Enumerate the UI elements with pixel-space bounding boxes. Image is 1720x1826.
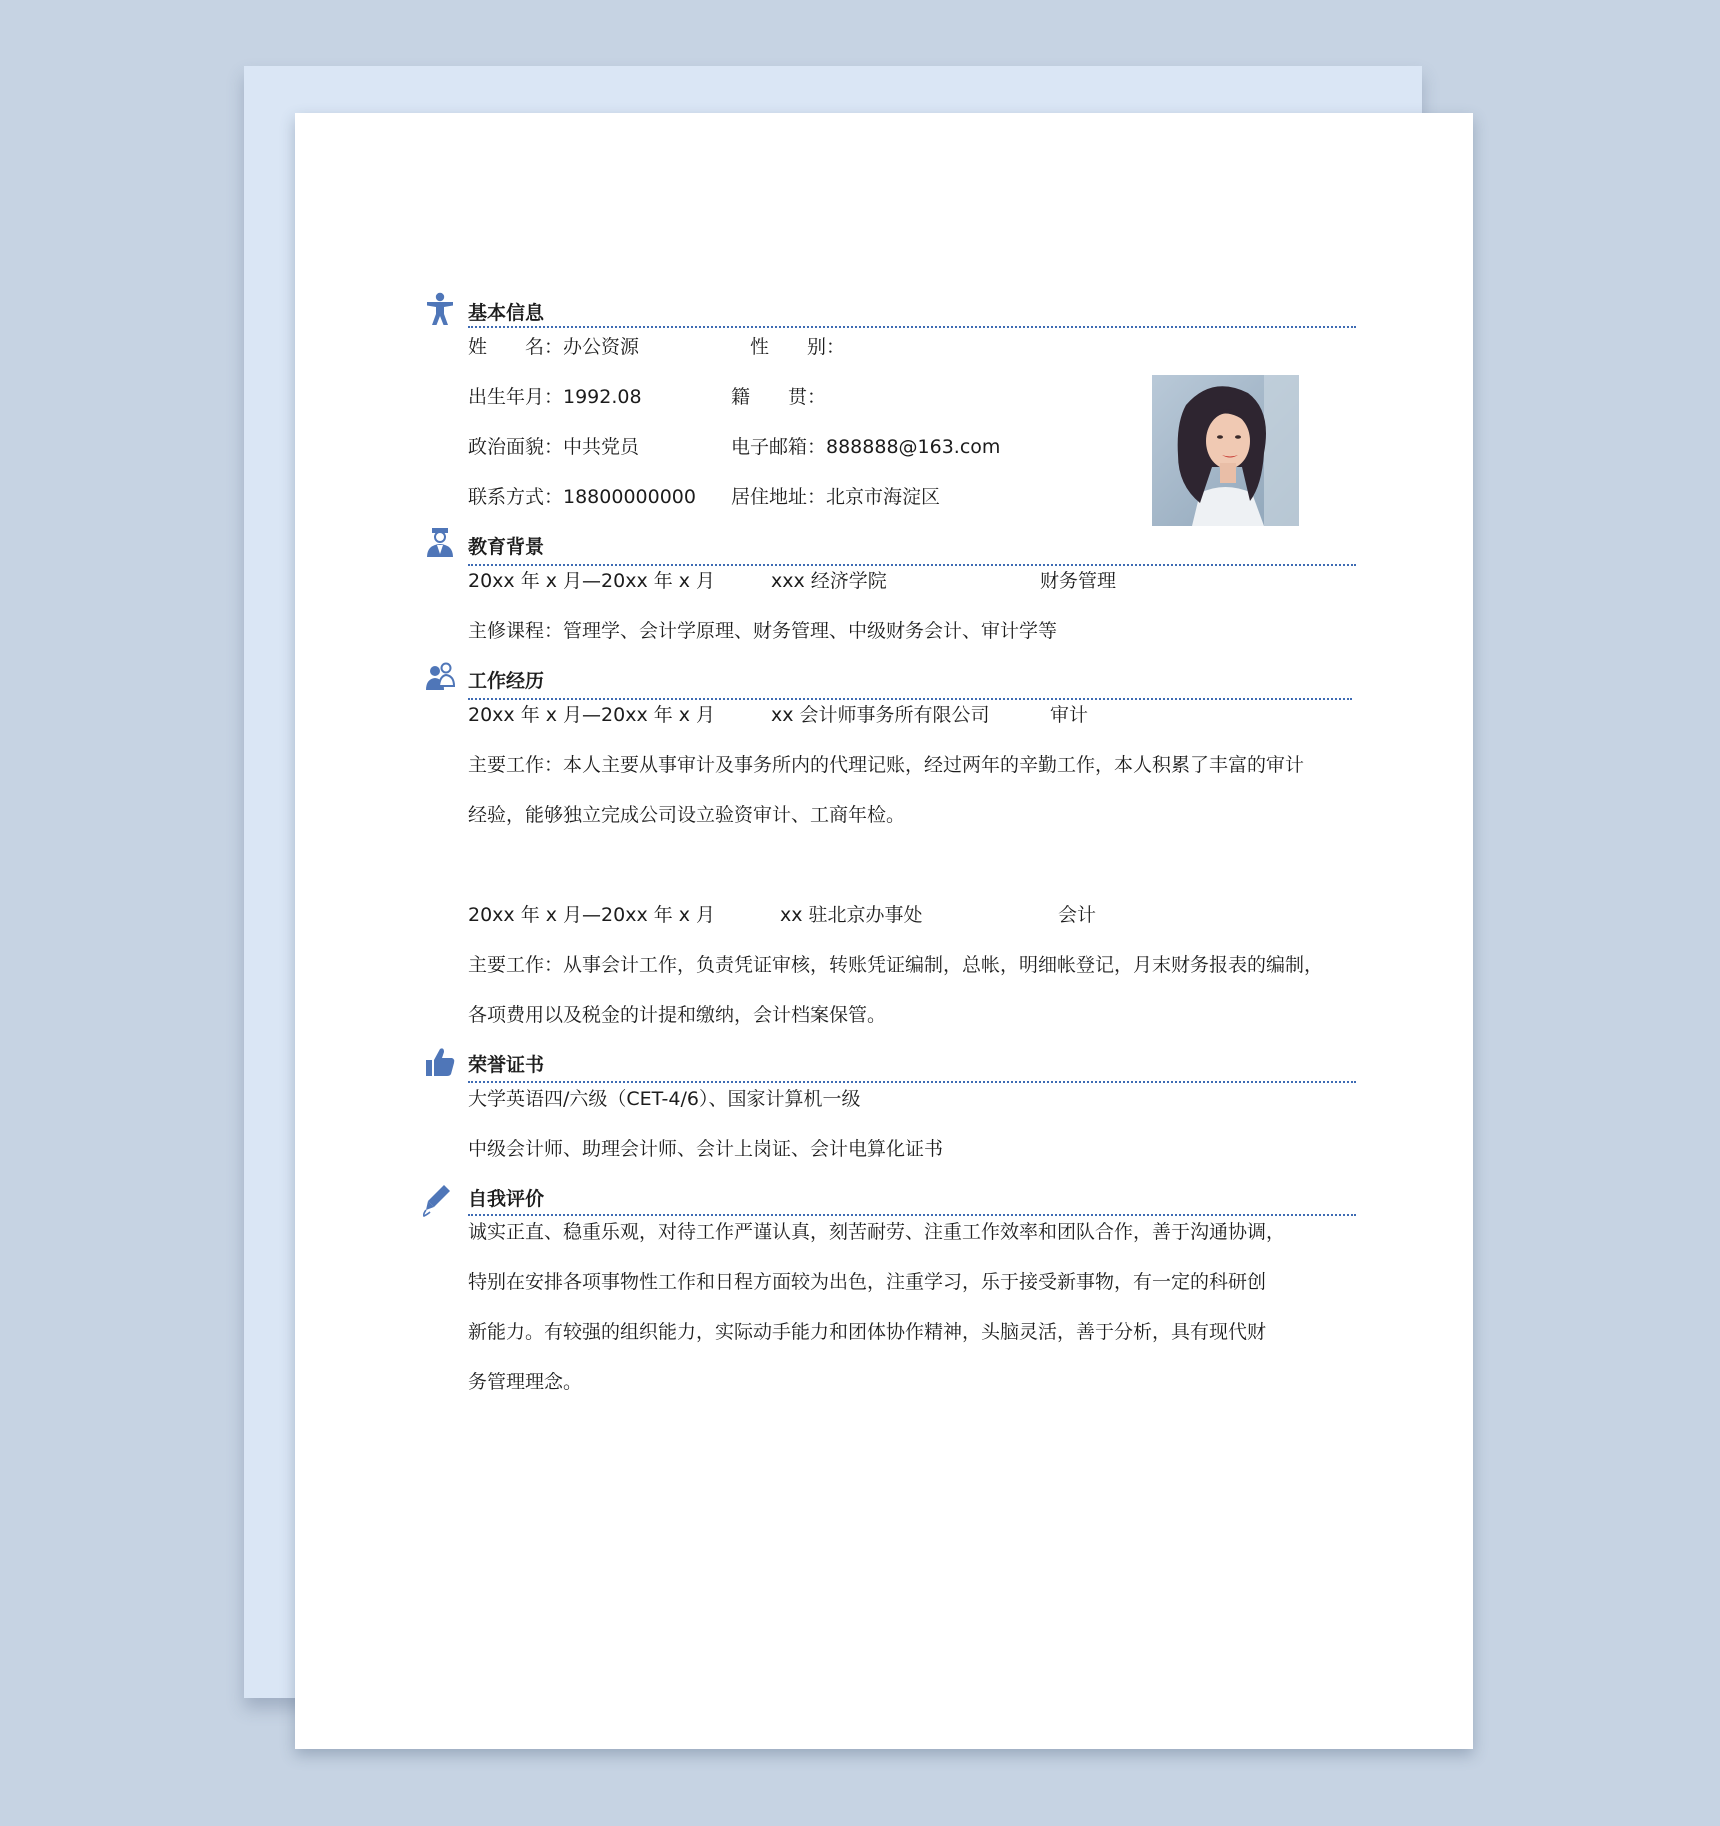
honors-line2: 中级会计师、助理会计师、会计上岗证、会计电算化证书 bbox=[468, 1138, 944, 1160]
job1-desc-line2: 经验，能够独立完成公司设立验资审计、工商年检。 bbox=[468, 804, 906, 826]
section-rule bbox=[468, 1214, 1356, 1216]
section-rule bbox=[468, 698, 1352, 700]
job1-desc-line1: 主要工作：本人主要从事审计及事务所内的代理记账，经过两年的辛勤工作，本人积累了丰富的审计 bbox=[468, 754, 1305, 776]
self-line1: 诚实正直、稳重乐观，对待工作严谨认真，刻苦耐劳、注重工作效率和团队合作，善于沟通协调， bbox=[468, 1221, 1286, 1243]
address-field: 居住地址：北京市海淀区 bbox=[731, 486, 941, 508]
job2-company: xx 驻北京办事处 bbox=[780, 904, 923, 926]
birth-field: 出生年月：1992.08 bbox=[468, 386, 642, 408]
gender-field: 性 别： bbox=[750, 336, 846, 358]
job2-role: 会计 bbox=[1058, 904, 1097, 926]
job1-role: 审计 bbox=[1050, 704, 1089, 726]
edu-major: 财务管理 bbox=[1040, 570, 1117, 592]
person-icon bbox=[425, 292, 455, 326]
team-icon bbox=[425, 660, 455, 694]
thumbs-up-icon bbox=[425, 1045, 455, 1079]
self-line4: 务管理理念。 bbox=[468, 1371, 583, 1393]
job2-period: 20xx 年 x 月—20xx 年 x 月 bbox=[468, 904, 716, 926]
self-line3: 新能力。有较强的组织能力，实际动手能力和团体协作精神，头脑灵活，善于分析，具有现代财 bbox=[468, 1321, 1267, 1343]
self-line2: 特别在安排各项事物性工作和日程方面较为出色，注重学习，乐于接受新事物，有一定的科研创 bbox=[468, 1271, 1267, 1293]
section-rule bbox=[468, 564, 1356, 566]
job2-desc-line2: 各项费用以及税金的计提和缴纳，会计档案保管。 bbox=[468, 1004, 887, 1026]
email-field: 电子邮箱：888888@163.com bbox=[731, 436, 1001, 458]
section-rule bbox=[468, 326, 1356, 328]
job2-desc-line1: 主要工作：从事会计工作，负责凭证审核，转账凭证编制，总帐，明细帐登记，月末财务报表的编制， bbox=[468, 954, 1324, 976]
section-title-basic: 基本信息 bbox=[468, 302, 545, 324]
graduate-icon bbox=[425, 525, 455, 559]
pen-icon bbox=[422, 1183, 452, 1217]
honors-line1: 大学英语四/六级（CET-4/6）、国家计算机一级 bbox=[468, 1088, 861, 1110]
section-title-honors: 荣誉证书 bbox=[468, 1054, 545, 1076]
politics-field: 政治面貌：中共党员 bbox=[468, 436, 640, 458]
section-title-work: 工作经历 bbox=[468, 670, 545, 692]
native-field: 籍 贯： bbox=[731, 386, 827, 408]
edu-period: 20xx 年 x 月—20xx 年 x 月 bbox=[468, 570, 716, 592]
edu-school: xxx 经济学院 bbox=[771, 570, 887, 592]
section-rule bbox=[468, 1081, 1356, 1083]
profile-photo bbox=[1152, 375, 1299, 526]
section-title-self: 自我评价 bbox=[468, 1188, 545, 1210]
phone-field: 联系方式：18800000000 bbox=[468, 486, 696, 508]
job1-company: xx 会计师事务所有限公司 bbox=[771, 704, 990, 726]
section-title-education: 教育背景 bbox=[468, 536, 545, 558]
job1-period: 20xx 年 x 月—20xx 年 x 月 bbox=[468, 704, 716, 726]
name-field: 姓 名：办公资源 bbox=[468, 336, 640, 358]
edu-courses: 主修课程：管理学、会计学原理、财务管理、中级财务会计、审计学等 bbox=[468, 620, 1058, 642]
